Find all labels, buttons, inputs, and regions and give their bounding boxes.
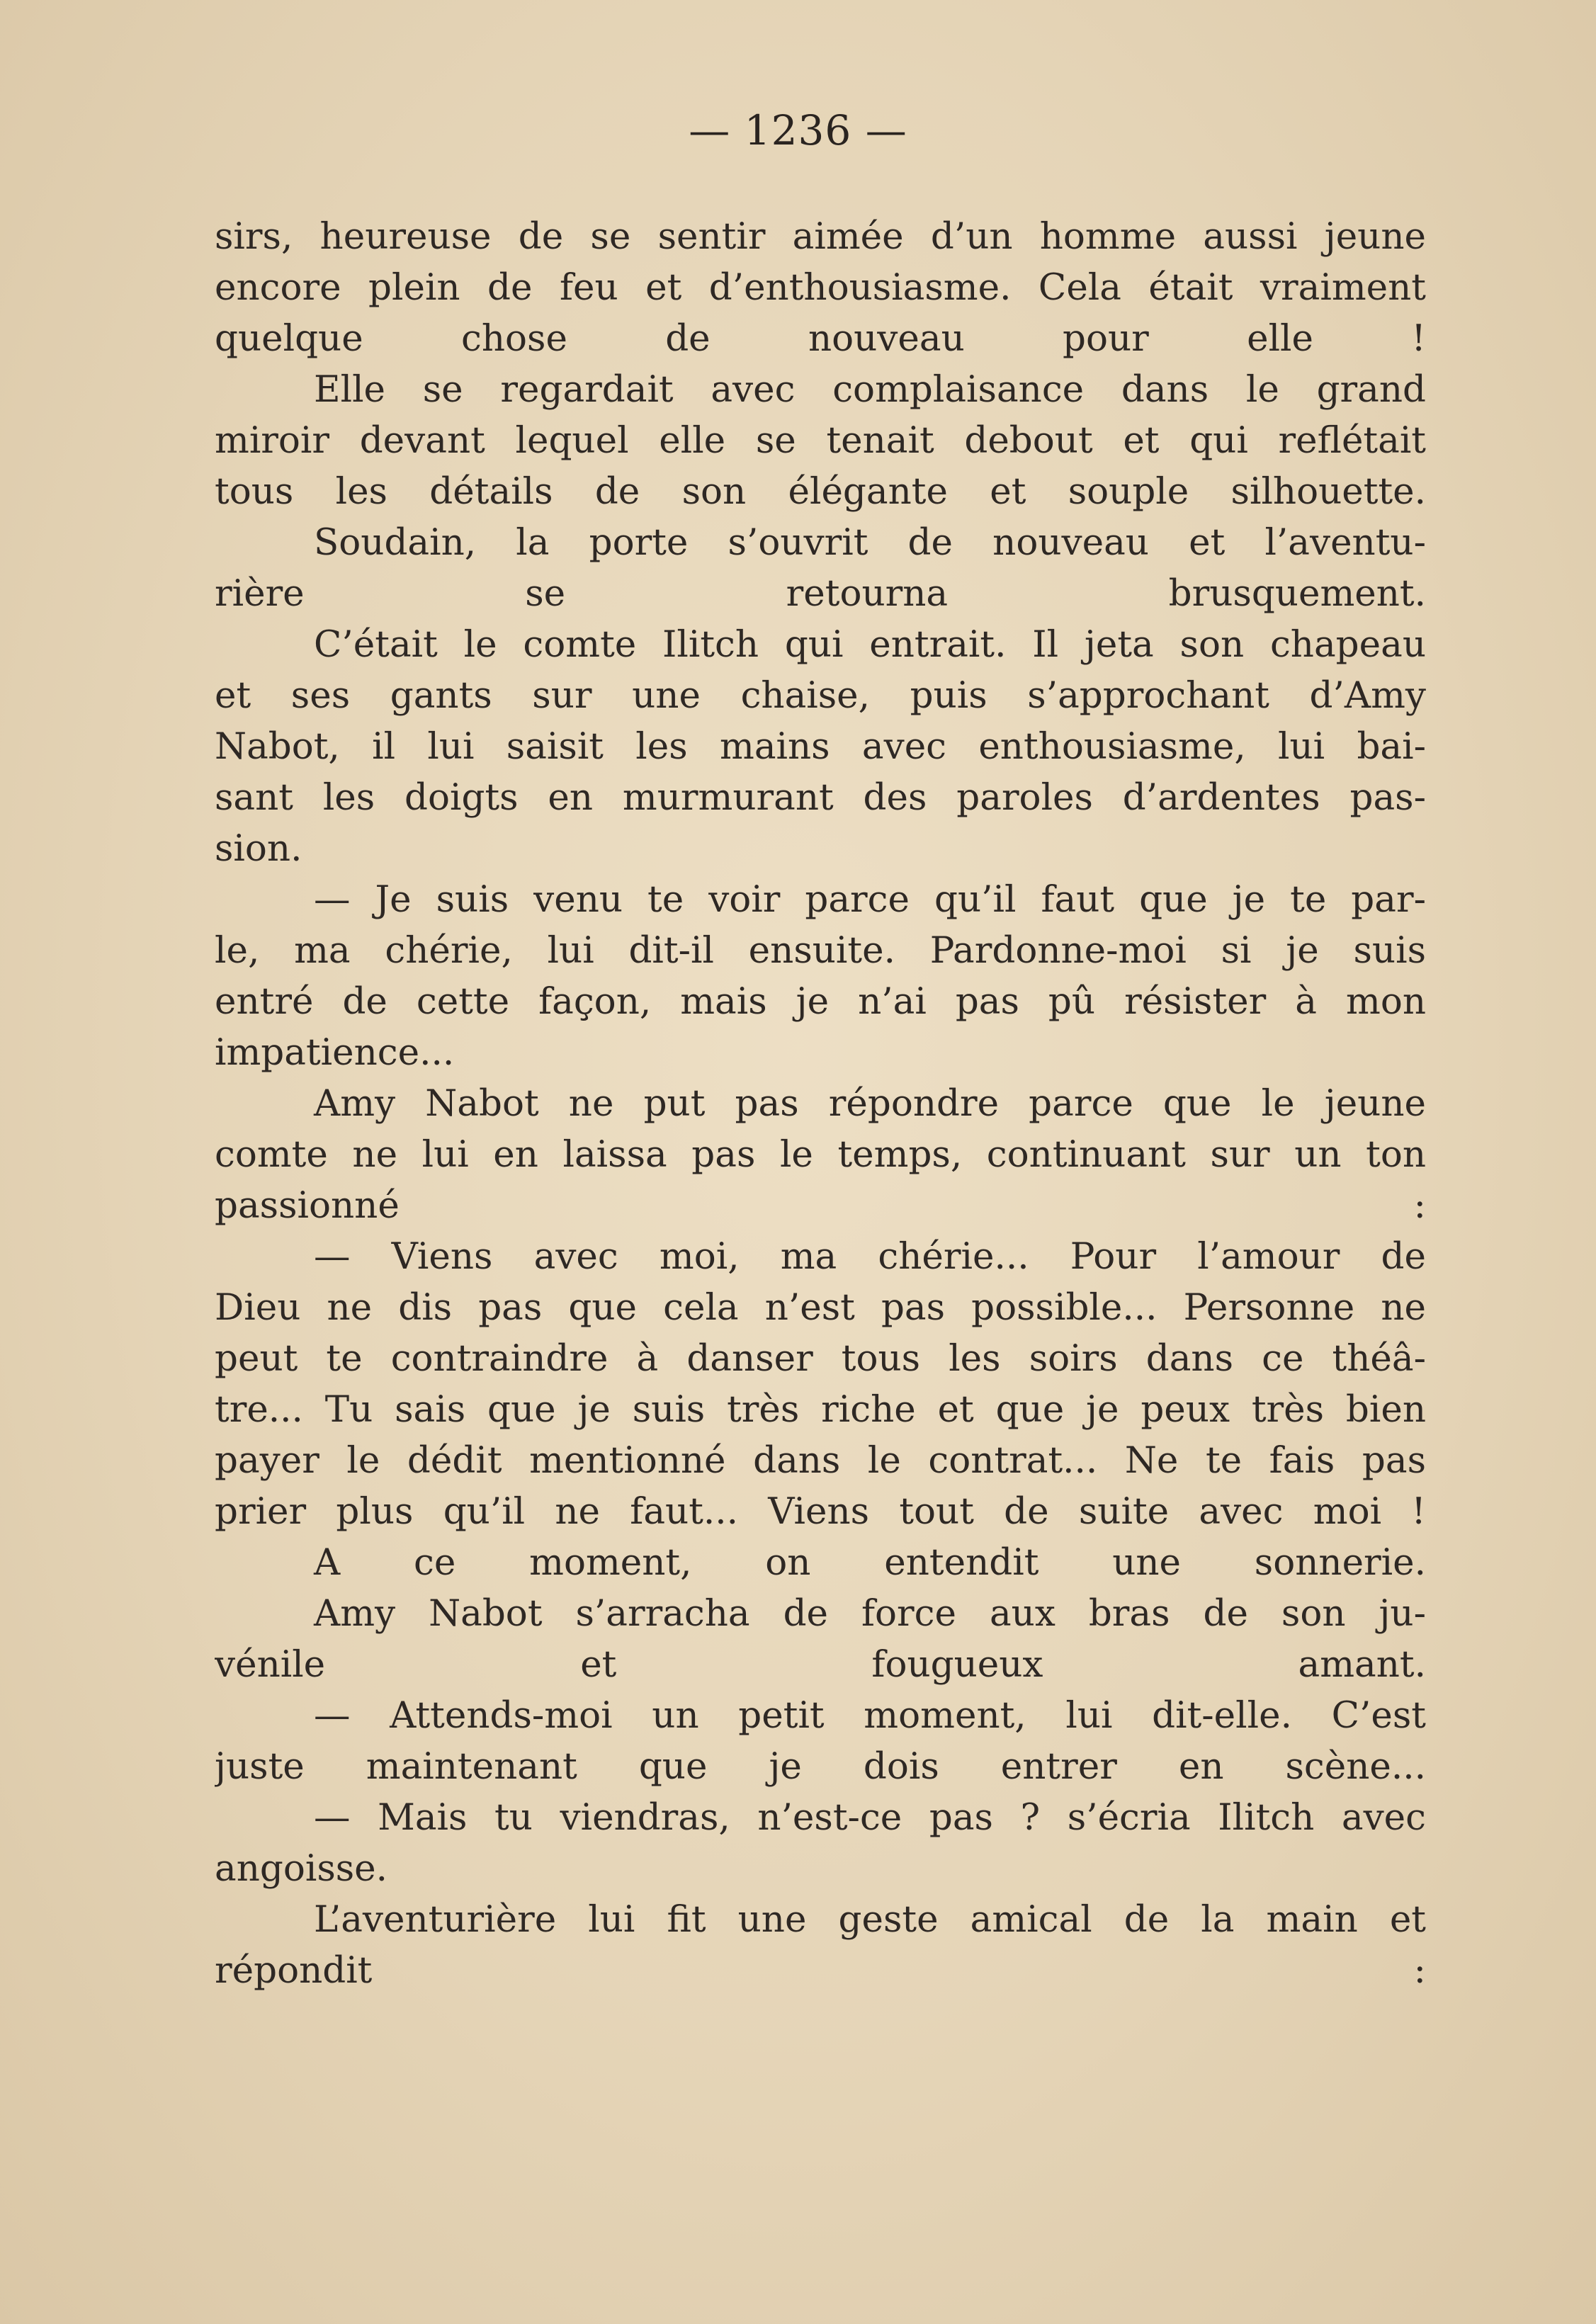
text-line: — Mais tu viendras, n’est-ce pas ? s’écria Ilitch avec — [314, 1796, 1426, 1839]
text-line: prier plus qu’il ne faut... Viens tout de suite avec moi ! — [215, 1490, 1426, 1533]
text-line: payer le dédit mentionné dans le contrat... Ne te fais pas — [215, 1439, 1426, 1482]
paragraph — [215, 1588, 1426, 1690]
text-line: — Attends-moi un petit moment, lui dit-elle. C’est — [314, 1694, 1426, 1737]
text-line: L’aventurière lui fit une geste amical de la main et — [314, 1898, 1426, 1941]
paragraph — [215, 517, 1426, 619]
paragraph — [215, 1231, 1426, 1537]
text-line: quelque chose de nouveau pour elle ! — [215, 317, 1426, 360]
text-line: sant les doigts en murmurant des paroles d’ardentes pas- — [215, 776, 1426, 819]
text-line: Soudain, la porte s’ouvrit de nouveau et l’aventu- — [314, 521, 1426, 564]
paragraph — [215, 211, 1426, 364]
text-line: A ce moment, on entendit une sonnerie. — [314, 1541, 1426, 1584]
text-line: vénile et fougueux amant. — [215, 1643, 1426, 1686]
paragraph — [215, 619, 1426, 874]
text-line: rière se retourna brusquement. — [215, 572, 1426, 615]
text-line: Nabot, il lui saisit les mains avec enthousiasme, lui bai- — [215, 725, 1426, 768]
text-line: Amy Nabot ne put pas répondre parce que le jeune — [314, 1082, 1426, 1125]
text-line: le, ma chérie, lui dit-il ensuite. Pardonne-moi si je suis — [215, 929, 1426, 972]
paragraph — [215, 1894, 1426, 1996]
text-line: — Viens avec moi, ma chérie... Pour l’amour de — [314, 1235, 1426, 1278]
text-line: C’était le comte Ilitch qui entrait. Il jeta son chapeau — [314, 623, 1426, 666]
text-line: sirs, heureuse de se sentir aimée d’un homme aussi jeune — [215, 215, 1426, 258]
text-line: Amy Nabot s’arracha de force aux bras de son ju- — [314, 1592, 1426, 1635]
text-line: comte ne lui en laissa pas le temps, continuant sur un ton — [215, 1133, 1426, 1176]
text-line: encore plein de feu et d’enthousiasme. Cela était vraiment — [215, 266, 1426, 309]
text-line: Elle se regardait avec complaisance dans le grand — [314, 368, 1426, 411]
text-line: — Je suis venu te voir parce qu’il faut que je te par- — [314, 878, 1426, 921]
text-line: angoisse. — [215, 1847, 388, 1890]
paragraph — [215, 1537, 1426, 1588]
paragraph — [215, 364, 1426, 517]
text-line: juste maintenant que je dois entrer en scène... — [215, 1745, 1426, 1788]
text-line: peut te contraindre à danser tous les soirs dans ce théâ- — [215, 1337, 1426, 1380]
text-line: tous les détails de son élégante et souple silhouette. — [215, 470, 1426, 513]
text-line: Dieu ne dis pas que cela n’est pas possible... Personne ne — [215, 1286, 1426, 1329]
text-line: sion. — [215, 827, 302, 870]
text-line: et ses gants sur une chaise, puis s’approchant d’Amy — [215, 674, 1426, 717]
paragraph — [215, 874, 1426, 1078]
text-line: miroir devant lequel elle se tenait debout et qui reflétait — [215, 419, 1426, 462]
text-line: répondit : — [215, 1949, 1426, 1992]
paragraph — [215, 1690, 1426, 1792]
page-number: — 1236 — — [689, 106, 907, 154]
text-line: entré de cette façon, mais je n’ai pas pû résister à mon — [215, 980, 1426, 1023]
body-text — [215, 211, 1426, 1996]
paragraph — [215, 1078, 1426, 1231]
paragraph — [215, 1792, 1426, 1894]
text-line: tre... Tu sais que je suis très riche et que je peux très bien — [215, 1388, 1426, 1431]
text-line: impatience... — [215, 1031, 455, 1074]
text-line: passionné : — [215, 1184, 1426, 1227]
